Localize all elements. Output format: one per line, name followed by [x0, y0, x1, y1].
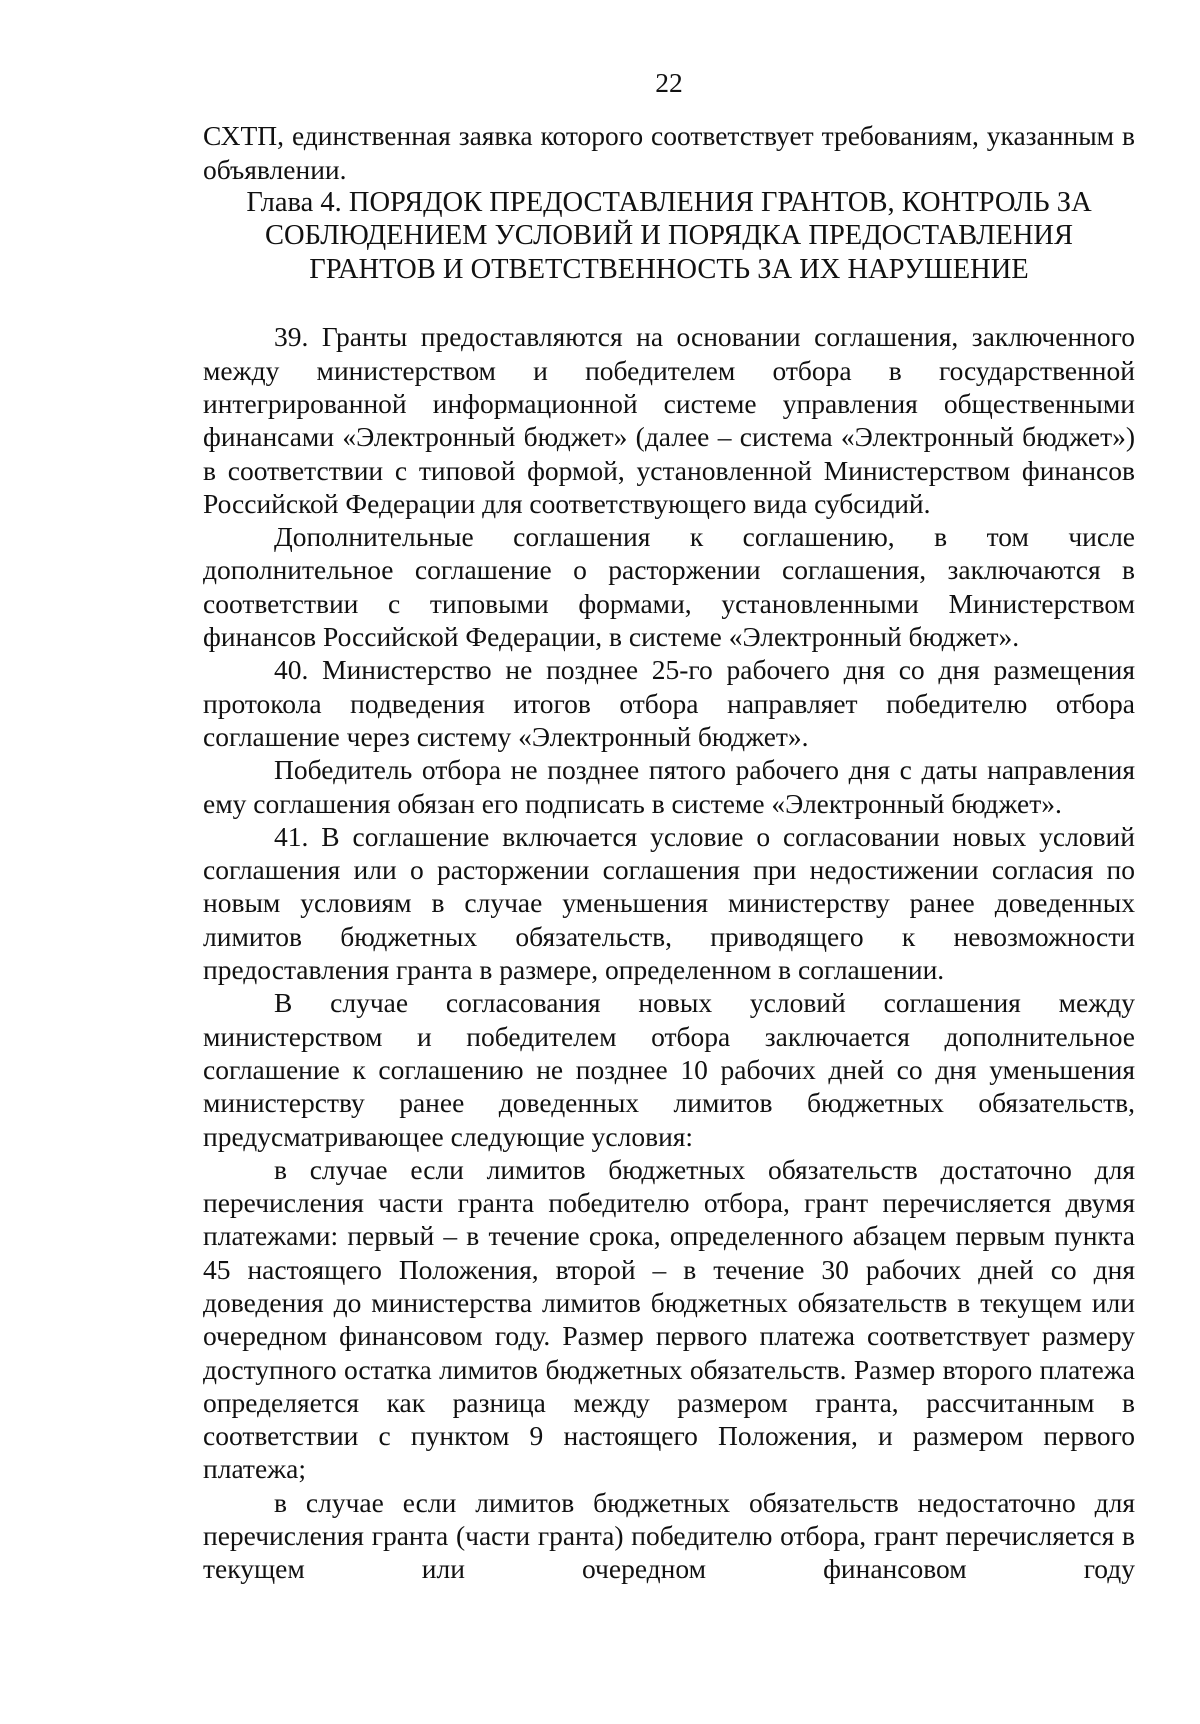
paragraph-41-insufficient-limits: в случае если лимитов бюджетных обязательств недостаточно для перечисления гранта (части гранта) победителю отбора, грант перечисляется в текущем или очередном финансовом году: [203, 1486, 1135, 1585]
page-number: 22: [655, 67, 683, 98]
paragraph-41-agreement: В случае согласования новых условий соглашения между министерством и победителем отбора заключается дополнительное соглашение к соглашению не позднее 10 рабочих дней со дня уменьшения министерству ранее доведенных лимитов бюджетных обязательств, предусматривающее следующие условия:: [203, 987, 1135, 1152]
paragraph-41-sufficient-limits: в случае если лимитов бюджетных обязательств достаточно для перечисления части гранта победителю отбора, грант перечисляется двумя платежами: первый – в течение срока, определенного абзацем первым пункта 45 настоящего Положения, второй – в течение 30 рабочих дней со дня доведения до министерства лимитов бюджетных обязательств в текущем или очередном финансовом году. Размер первого платежа соответствует размеру доступного остатка лимитов бюджетных обязательств. Размер второго платежа определяется как разница между размером гранта, рассчитанным в соответствии с пунктом 9 настоящего Положения, и размером первого платежа;: [203, 1153, 1135, 1485]
paragraph-40-signing: Победитель отбора не позднее пятого рабочего дня с даты направления ему соглашения обязан его подписать в системе «Электронный бюджет».: [203, 754, 1135, 819]
document-page: [203, 66, 1135, 1586]
carryover-paragraph: СХТП, единственная заявка которого соответствует требованиям, указанным в объявлении.: [203, 120, 1135, 185]
paragraph-41: 41. В соглашение включается условие о согласовании новых условий соглашения или о расторжении соглашения при недостижении согласия по новым условиям в случае уменьшения министерству ранее доведенных лимитов бюджетных обязательств, приводящего к невозможности предоставления гранта в размере, определенном в соглашении.: [203, 820, 1135, 986]
paragraph-40: 40. Министерство не позднее 25-го рабочего дня со дня размещения протокола подведения итогов отбора направляет победителю отбора соглашение через систему «Электронный бюджет».: [203, 654, 1135, 752]
chapter-title: Глава 4. ПОРЯДОК ПРЕДОСТАВЛЕНИЯ ГРАНТОВ, КОНТРОЛЬ ЗА СОБЛЮДЕНИЕМ УСЛОВИЙ И ПОРЯДКА ПРЕДОСТАВЛЕНИЯ ГРАНТОВ И ОТВЕТСТВЕННОСТЬ ЗА ИХ НАРУШЕНИЕ: [246, 186, 1092, 285]
paragraph-39-supplementary: Дополнительные соглашения к соглашению, в том числе дополнительное соглашение о расторжении соглашения, заключаются в соответствии с типовыми формами, установленными Министерством финансов Российской Федерации, в системе «Электронный бюджет».: [203, 521, 1135, 653]
paragraph-39: 39. Гранты предоставляются на основании соглашения, заключенного между министерством и победителем отбора в государственной интегрированной информационной системе управления общественными финансами «Электронный бюджет» (далее – система «Электронный бюджет») в соответствии с типовой формой, установленной Министерством финансов Российской Федерации для соответствующего вида субсидий.: [203, 321, 1135, 519]
